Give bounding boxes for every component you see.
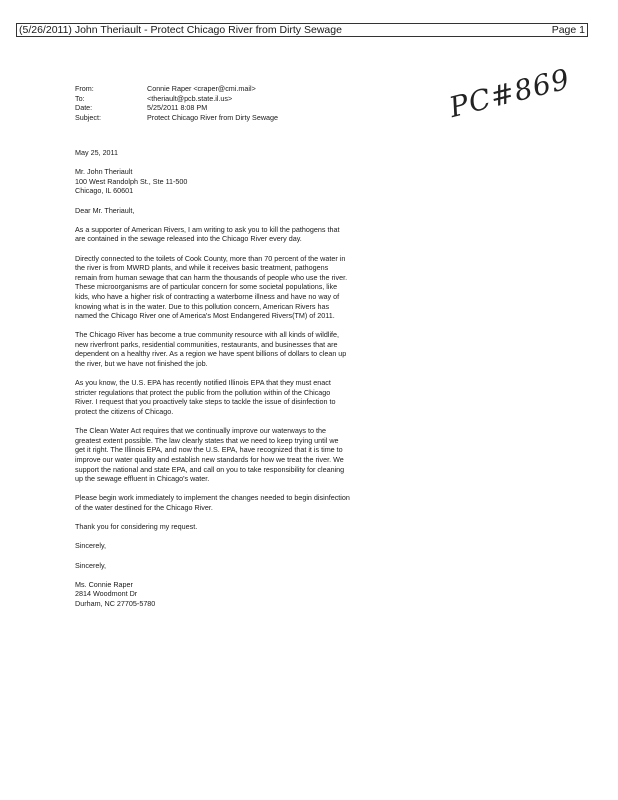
signature-line: 2814 Woodmont Dr bbox=[75, 589, 138, 599]
address-line: Mr. John Theriault bbox=[75, 167, 133, 177]
page-number: Page 1 bbox=[551, 24, 585, 36]
paragraph: The Clean Water Act requires that we continually improve our waterways to the greatest extent possible. The law clearly states that we need to keep trying until we get it right. The Illinois EPA, and now the U.S. EPA, have recognized that it is time to improve our water quality and establish new standards for how we treat the river. We support the national and state EPA, and call on you to take responsibility for cleaning up the sewage effluent in Chicago's water. bbox=[75, 426, 345, 484]
signature-block bbox=[75, 580, 350, 609]
paragraph: Thank you for considering my request. bbox=[75, 522, 198, 532]
recipient-address bbox=[75, 167, 350, 196]
from-label: From: bbox=[75, 84, 94, 93]
from-value: Connie Raper <craper@cmi.mail> bbox=[147, 84, 256, 93]
address-line: Chicago, IL 60601 bbox=[75, 186, 134, 196]
handwritten-annotation: PC#869 bbox=[446, 62, 574, 125]
date-value: 5/25/2011 8:08 PM bbox=[147, 103, 208, 113]
signature-line: Ms. Connie Raper bbox=[75, 579, 133, 589]
closing: Sincerely, bbox=[75, 541, 107, 551]
to-value: <theriault@pcb.state.il.us> bbox=[147, 93, 233, 103]
document-title: (5/26/2011) John Theriault - Protect Chicago River from Dirty Sewage bbox=[19, 24, 342, 36]
paragraph: As a supporter of American Rivers, I am writing to ask you to kill the pathogens that are contained in the sewage released into the Chicago River every day. bbox=[75, 224, 340, 244]
paragraph: As you know, the U.S. EPA has recently notified Illinois EPA that they must enact stricter regulations that protect the public from the pollution within of the Chicago River. I request that you proactively take steps to tackle the issue of disinfection to protect the citizens of Chicago. bbox=[75, 378, 336, 417]
address-line: 100 West Randolph St., Ste 11-500 bbox=[75, 176, 188, 186]
letter-date: May 25, 2011 bbox=[75, 148, 119, 157]
subject-label: Subject: bbox=[75, 112, 101, 122]
to-label: To: bbox=[75, 93, 85, 103]
date-label: Date: bbox=[75, 103, 93, 113]
paragraph: Please begin work immediately to implement the changes needed to begin disinfection of the water destined for the Chicago River. bbox=[75, 493, 350, 512]
paragraph: The Chicago River has become a true community resource with all kinds of wildlife, new riverfront parks, residential communities, restaurants, and businesses that are dependent on a healthy river. As a region we have spent billions of dollars to clean up the river, but we have not finished the job. bbox=[75, 330, 347, 369]
letter-body bbox=[75, 148, 350, 609]
paragraph: Directly connected to the toilets of Cook County, more than 70 percent of the water in the river is from MWRD plants, and while it receives basic treatment, pathogens remain from human sewage that can harm the thousands of people who use the river. These microorganisms are of particular concern for some societal populations, like kids, who have a higher risk of contracting a waterborne illness and have no way of knowing what is in the water. Due to this pollution concern, American Rivers has named the Chicago River one of America's Most Endangered Rivers(TM) of 2011. bbox=[75, 253, 348, 321]
closing: Sincerely, bbox=[75, 560, 107, 570]
page-header bbox=[16, 23, 588, 37]
salutation: Dear Mr. Theriault, bbox=[75, 205, 135, 215]
subject-value: Protect Chicago River from Dirty Sewage bbox=[147, 112, 279, 122]
signature-line: Durham, NC 27705-5780 bbox=[75, 598, 156, 608]
